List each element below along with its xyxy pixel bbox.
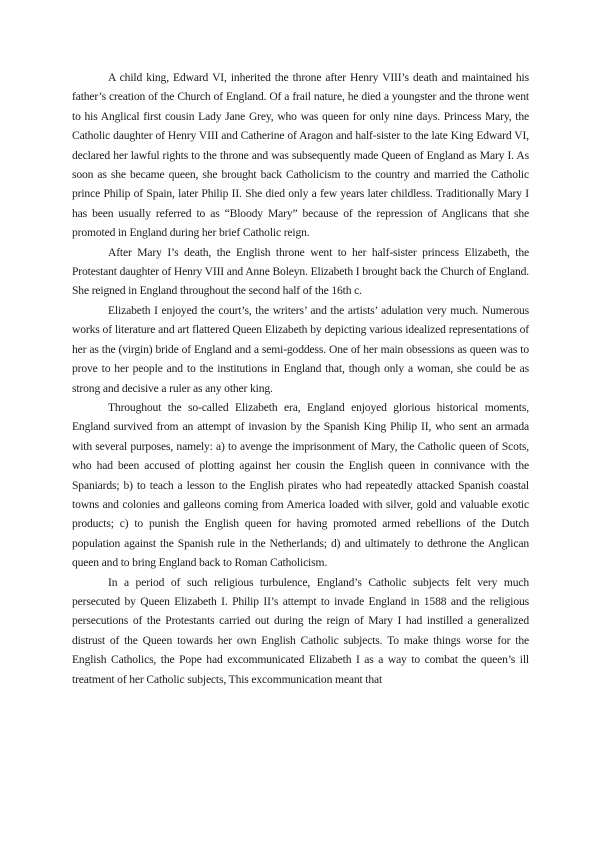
paragraph-elizabeth-adulation: Elizabeth I enjoyed the court’s, the writers’ and the artists’ adulation very much. Numerous works of literature and art flattered Queen Elizabeth by depicting various idealized representations of her as the (virgin) bride of England and a semi-goddess. One of her main obsessions as queen was to prove to her people and to the institutions in England that, though only a woman, she could be as strong and decisive a ruler as any other king. [72,303,529,395]
body-text [72,68,529,689]
paragraph-elizabeth-accession: After Mary I’s death, the English throne went to her half-sister princess Elizabeth, the Protestant daughter of Henry VIII and Anne Boleyn. Elizabeth I brought back the Church of England. She reigned in England throughout the second half of the 16th c. [72,245,529,298]
paragraph-religious-turbulence: In a period of such religious turbulence, England’s Catholic subjects felt very much persecuted by Queen Elizabeth I. Philip II’s attempt to invade England in 1588 and the religious persecutions of the Protestants carried out during the reign of Mary I had instilled a generalized distrust of the Queen towards her own English Catholic subjects. To make things worse for the English Catholics, the Pope had excommunicated Elizabeth I as a way to combat the queen’s ill treatment of her Catholic subjects, This excommunication meant that [72,575,529,686]
paragraph-elizabethan-era-armada: Throughout the so-called Elizabeth era, England enjoyed glorious historical moments, England survived from an attempt of invasion by the Spanish King Philip II, who sent an armada with several purposes, namely: a) to avenge the imprisonment of Mary, the Catholic queen of Scots, who had been accused of plotting against her cousin the English queen in connivance with the Spaniards; b) to teach a lesson to the English pirates who had repeatedly attacked Spanish coastal towns and colonies and galleons coming from America loaded with silver, gold and valuable exotic products; c) to punish the English queen for having promoted armed rebellions of the Dutch population against the Spanish rule in the Netherlands; d) and ultimately to dethrone the Anglican queen and to bring England back to Roman Catholicism. [72,400,529,570]
paragraph-edward-mary: A child king, Edward VI, inherited the throne after Henry VIII’s death and maintained his father’s creation of the Church of England. Of a frail nature, he died a youngster and the throne went to his Anglical first cousin Lady Jane Grey, who was queen for only nine days. Princess Mary, the Catholic daughter of Henry VIII and Catherine of Aragon and half-sister to the late King Edward VI, declared her lawful rights to the throne and was subsequently made Queen of England as Mary I. As soon as she became queen, she brought back Catholicism to the country and married the Catholic prince Philip of Spain, later Philip II. She died only a few years later childless. Traditionally Mary I has been usually referred to as “Bloody Mary” because of the repression of Anglicans that she promoted in England during her brief Catholic reign. [72,71,529,240]
